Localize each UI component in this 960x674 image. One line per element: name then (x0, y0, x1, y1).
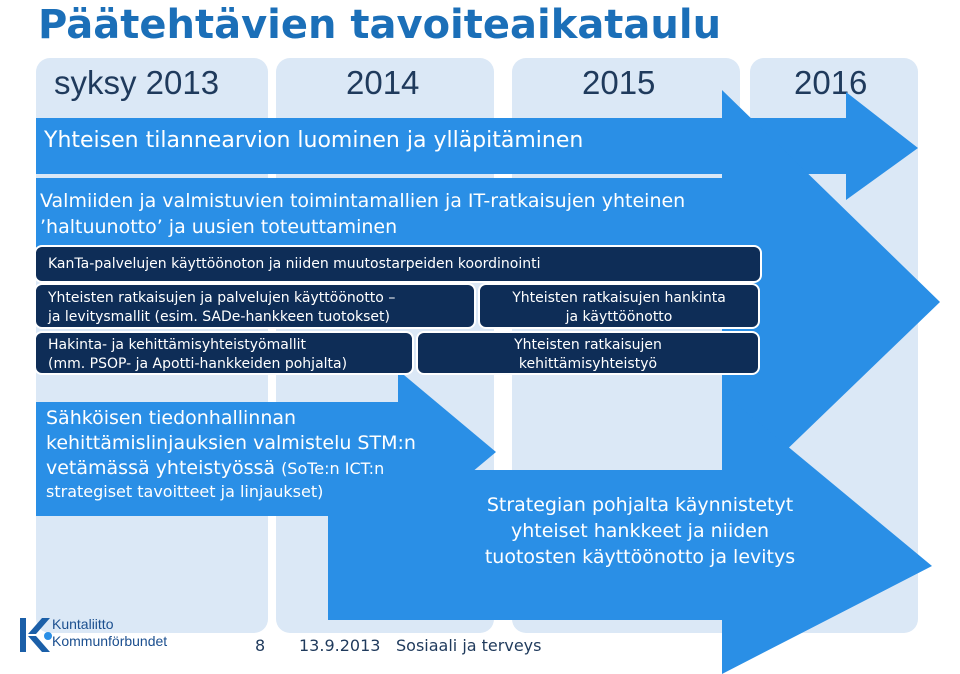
arrow-joint-projects-line-2: yhteiset hankkeet ja niiden (510, 520, 770, 542)
footer-section: Sosiaali ja terveys (396, 636, 542, 655)
arrow-policy-line-3-main: vetämässä yhteistyössä (46, 457, 282, 479)
year-label-2013: syksy 2013 (54, 64, 220, 101)
arrow-policy-line-1: Sähköisen tiedonhallinnan (46, 407, 297, 429)
year-label-2015: 2015 (582, 64, 656, 101)
arrow-adoption-label (40, 188, 685, 240)
arrow-situational-awareness-label: Yhteisen tilannearvion luominen ja ylläpitäminen (44, 128, 584, 153)
logo-line-1: Kuntaliitto (52, 616, 114, 632)
year-label-2016: 2016 (794, 64, 868, 101)
box-development-cooperation (416, 331, 760, 375)
box-purchasing-models (34, 331, 414, 375)
page-title: Päätehtävien tavoiteaikataulu (38, 2, 722, 48)
box-procurement-line-2: ja käyttöönotto (565, 309, 673, 325)
arrow-policy-line-3 (46, 456, 416, 481)
arrow-adoption-line-2: ’haltuunotto’ ja uusien toteuttaminen (40, 216, 398, 238)
footer-date: 13.9.2013 (299, 636, 381, 655)
arrow-joint-projects-line-3: tuotosten käyttöönotto ja levitys (484, 546, 796, 568)
arrow-joint-projects-line-1: Strategian pohjalta käynnistetyt (486, 494, 794, 516)
arrow-policy-line-2: kehittämislinjauksien valmistelu STM:n (46, 432, 416, 454)
box-deployment-models-line-2: ja levitysmallit (esim. SADe-hankkeen tuotokset) (48, 309, 390, 325)
box-deployment-models (34, 283, 476, 329)
arrow-policy-label (46, 406, 416, 503)
year-label-2014: 2014 (346, 64, 420, 101)
arrow-adoption-line-1: Valmiiden ja valmistuvien toimintamallien ja IT-ratkaisujen yhteinen (40, 190, 686, 212)
box-development-cooperation-line-2: kehittämisyhteistyö (518, 356, 658, 372)
box-purchasing-models-line-2: (mm. PSOP- ja Apotti-hankkeiden pohjalta) (48, 356, 348, 372)
footer-page-number: 8 (255, 636, 266, 655)
box-development-cooperation-line-1: Yhteisten ratkaisujen (514, 337, 662, 353)
box-procurement (478, 283, 760, 329)
box-kanta-coordination-text: KanTa-palvelujen käyttöönoton ja niiden muutostarpeiden koordinointi (48, 256, 541, 272)
box-deployment-models-line-1: Yhteisten ratkaisujen ja palvelujen käyttöönotto – (48, 290, 396, 306)
arrow-policy-line-3-small: (SoTe:n ICT:n (281, 459, 385, 478)
logo-line-2: Kommunförbundet (52, 633, 168, 649)
kuntaliitto-logo (18, 614, 218, 658)
arrow-policy-line-4: strategiset tavoitteet ja linjaukset) (46, 482, 324, 501)
box-procurement-line-1: Yhteisten ratkaisujen hankinta (512, 290, 726, 306)
box-purchasing-models-line-1: Hakinta- ja kehittämisyhteistyömallit (48, 337, 306, 353)
arrow-joint-projects-label (440, 492, 840, 570)
box-kanta-coordination (34, 245, 762, 283)
